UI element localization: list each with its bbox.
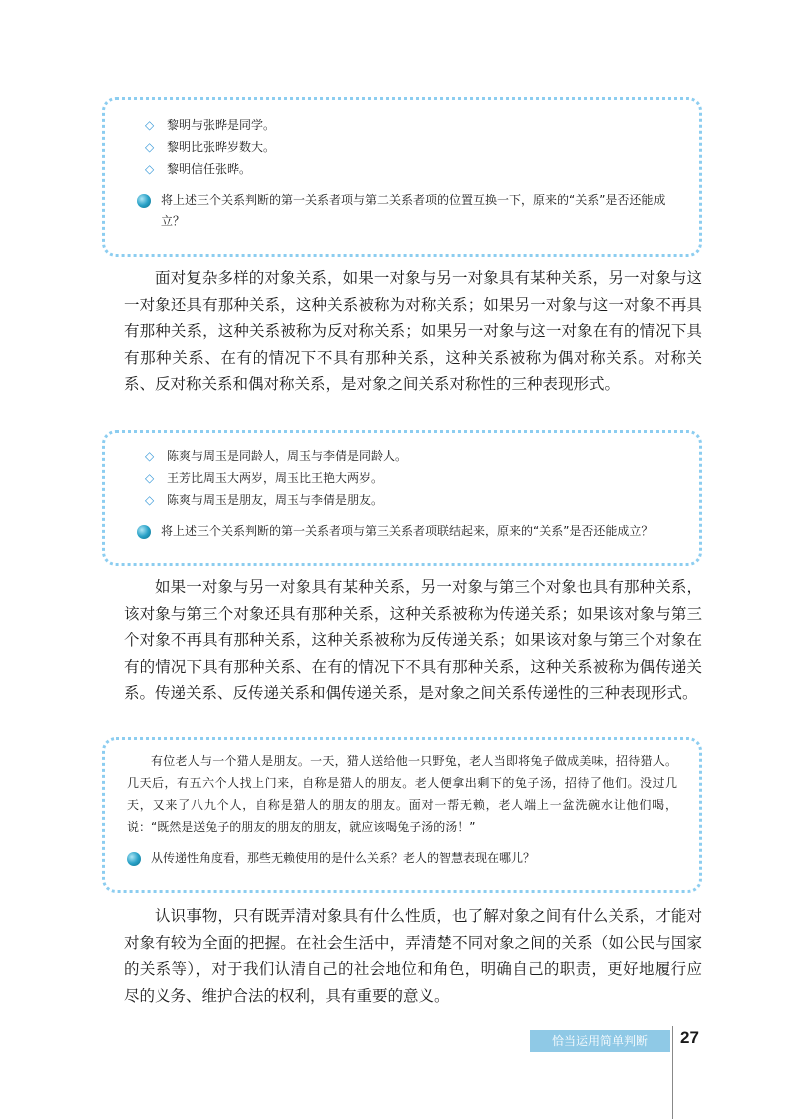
inquiry-question: 将上述三个关系判断的第一关系者项与第三关系者项联结起来，原来的“关系”是否还能成立？ [137, 521, 683, 542]
story-text: 有位老人与一个猎人是朋友。一天，猎人送给他一只野兔，老人当即将兔子做成美味，招待猎人。几天后，有五六个人找上门来，自称是猎人的朋友。老人便拿出剩下的兔子汤，招待了他们。没过几天，又来了八九个人，自称是猎人的朋友的朋友。面对一帮无赖，老人端上一盆洗碗水让他们喝，说：“既然是送兔子的朋友的朋友的朋友，就应该喝兔子汤的汤！” [127, 754, 677, 834]
body-paragraph-symmetry: 面对复杂多样的对象关系，如果一对象与另一对象具有某种关系，另一对象与这一对象还具有那种关系，这种关系被称为对称关系；如果另一对象与这一对象不再具有那种关系，这种关系被称为反对称关系；如果另一对象与这一对象在有的情况下具有那种关系、在有的情况下不具有那种关系，这种关系被称为偶对称关系。对称关系、反对称关系和偶对称关系，是对象之间关系对称性的三种表现形式。 [124, 269, 702, 394]
example-item: ◇ 陈爽与周玉是朋友，周玉与李倩是朋友。 [145, 489, 683, 511]
page-number: 27 [680, 1028, 699, 1047]
diamond-bullet-icon: ◇ [145, 140, 155, 154]
inquiry-box-symmetry [102, 97, 702, 257]
example-item: ◇ 陈爽与周玉是同龄人，周玉与李倩是同龄人。 [145, 445, 683, 467]
sphere-bullet-icon [137, 194, 151, 208]
inquiry-question: 从传递性角度看，那些无赖使用的是什么关系？老人的智慧表现在哪儿？ [127, 848, 677, 869]
diamond-bullet-icon: ◇ [145, 493, 155, 507]
example-item: ◇ 黎明比张晔岁数大。 [145, 136, 683, 158]
diamond-bullet-icon: ◇ [145, 118, 155, 132]
story-box [102, 737, 702, 893]
diamond-bullet-icon: ◇ [145, 162, 155, 176]
example-item: ◇ 黎明与张晔是同学。 [145, 114, 683, 136]
example-item: ◇ 黎明信任张晔。 [145, 158, 683, 180]
example-item: ◇ 王芳比周玉大两岁，周玉比王艳大两岁。 [145, 467, 683, 489]
footer-divider [672, 1026, 673, 1119]
body-paragraph-transitivity: 如果一对象与另一对象具有某种关系，另一对象与第三个对象也具有那种关系，该对象与第三个对象还具有那种关系，这种关系被称为传递关系；如果该对象与第三个对象不再具有那种关系，这种关系被称为反传递关系；如果该对象与第三个对象在有的情况下具有那种关系、在有的情况下不具有那种关系，这种关系被称为偶传递关系。传递关系、反传递关系和偶传递关系，是对象之间关系传递性的三种表现形式。 [124, 578, 702, 703]
diamond-bullet-icon: ◇ [145, 449, 155, 463]
sphere-bullet-icon [127, 852, 141, 866]
diamond-bullet-icon: ◇ [145, 471, 155, 485]
section-label: 恰当运用简单判断 [530, 1030, 670, 1052]
inquiry-question: 将上述三个关系判断的第一关系者项与第二关系者项的位置互换一下，原来的“关系”是否还能成立？ [137, 190, 683, 232]
body-paragraph-conclusion: 认识事物，只有既弄清对象具有什么性质，也了解对象之间有什么关系，才能对对象有较为全面的把握。在社会生活中，弄清楚不同对象之间的关系（如公民与国家的关系等），对于我们认清自己的社会地位和角色，明确自己的职责，更好地履行应尽的义务、维护合法的权利，具有重要的意义。 [124, 907, 702, 1005]
sphere-bullet-icon [137, 525, 151, 539]
inquiry-box-transitivity [102, 430, 702, 566]
